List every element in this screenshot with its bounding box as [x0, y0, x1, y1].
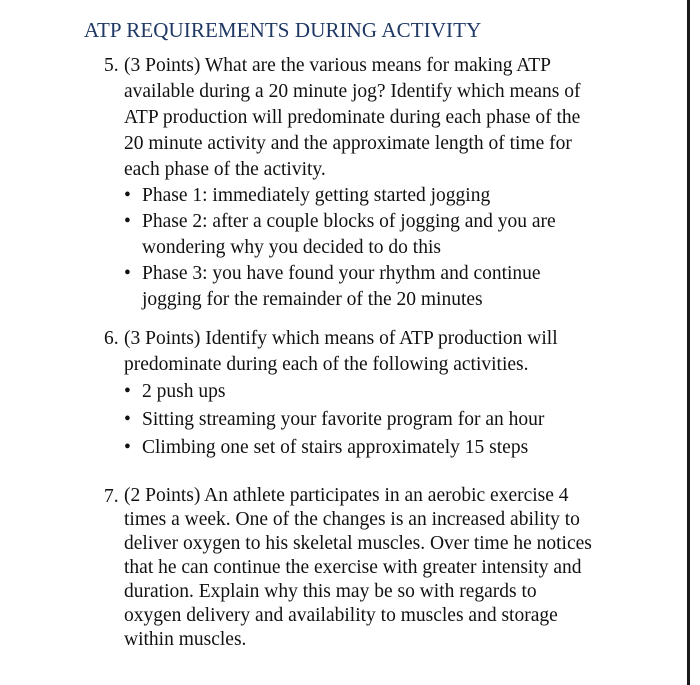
- question-text-line: duration. Explain why this may be so with regards to: [124, 581, 537, 602]
- bullet-glyph: •: [124, 381, 131, 402]
- question-5: [104, 53, 644, 313]
- bullet-glyph: •: [124, 211, 131, 232]
- question-6: [104, 326, 644, 462]
- question-text-line: (3 Points) Identify which means of ATP production will: [124, 328, 558, 349]
- bullet-text-line: Phase 1: immediately getting started jogging: [142, 185, 491, 206]
- question-text-line: within muscles.: [124, 629, 247, 650]
- question-text: [124, 53, 644, 183]
- bullet-list: [124, 183, 644, 313]
- question-text-line: deliver oxygen to his skeletal muscles. Over time he notices: [124, 533, 592, 554]
- bullet-item: [124, 261, 644, 313]
- bullet-list: [124, 378, 644, 462]
- question-text-line: oxygen delivery and availability to muscles and storage: [124, 605, 558, 626]
- section-heading: ATP REQUIREMENTS DURING ACTIVITY: [84, 18, 482, 42]
- question-text-line: available during a 20 minute jog? Identify which means of: [124, 81, 581, 102]
- question-text-line: (3 Points) What are the various means for making ATP: [124, 55, 551, 76]
- bullet-text-line: wondering why you decided to do this: [142, 237, 441, 258]
- bullet-glyph: •: [124, 437, 131, 458]
- bullet-text-line: 2 push ups: [142, 381, 226, 402]
- bullet-glyph: •: [124, 409, 131, 430]
- question-number: 7.: [104, 486, 119, 507]
- question-text-line: ATP production will predominate during each phase of the: [124, 107, 581, 128]
- bullet-item: [124, 209, 644, 261]
- page-edge-rule: [687, 0, 690, 685]
- bullet-text-line: Sitting streaming your favorite program for an hour: [142, 409, 545, 430]
- bullet-text-line: Climbing one set of stairs approximately 15 steps: [142, 437, 529, 458]
- bullet-item: [124, 434, 644, 462]
- question-text: [124, 484, 644, 652]
- question-text-line: (2 Points) An athlete participates in an aerobic exercise 4: [124, 485, 569, 506]
- bullet-glyph: •: [124, 263, 131, 284]
- bullet-item: [124, 378, 644, 406]
- bullet-item: [124, 406, 644, 434]
- question-number: 5.: [104, 55, 119, 76]
- question-text: [124, 326, 644, 378]
- question-text-line: that he can continue the exercise with greater intensity and: [124, 557, 582, 578]
- bullet-text-line: jogging for the remainder of the 20 minutes: [142, 289, 483, 310]
- question-text-line: times a week. One of the changes is an increased ability to: [124, 509, 580, 530]
- bullet-item: [124, 183, 644, 209]
- question-text-line: each phase of the activity.: [124, 159, 326, 180]
- bullet-glyph: •: [124, 185, 131, 206]
- bullet-text-line: Phase 3: you have found your rhythm and continue: [142, 263, 541, 284]
- question-number: 6.: [104, 328, 119, 349]
- question-7: [104, 484, 644, 652]
- question-text-line: 20 minute activity and the approximate length of time for: [124, 133, 572, 154]
- bullet-text-line: Phase 2: after a couple blocks of jogging and you are: [142, 211, 556, 232]
- question-text-line: predominate during each of the following activities.: [124, 354, 529, 375]
